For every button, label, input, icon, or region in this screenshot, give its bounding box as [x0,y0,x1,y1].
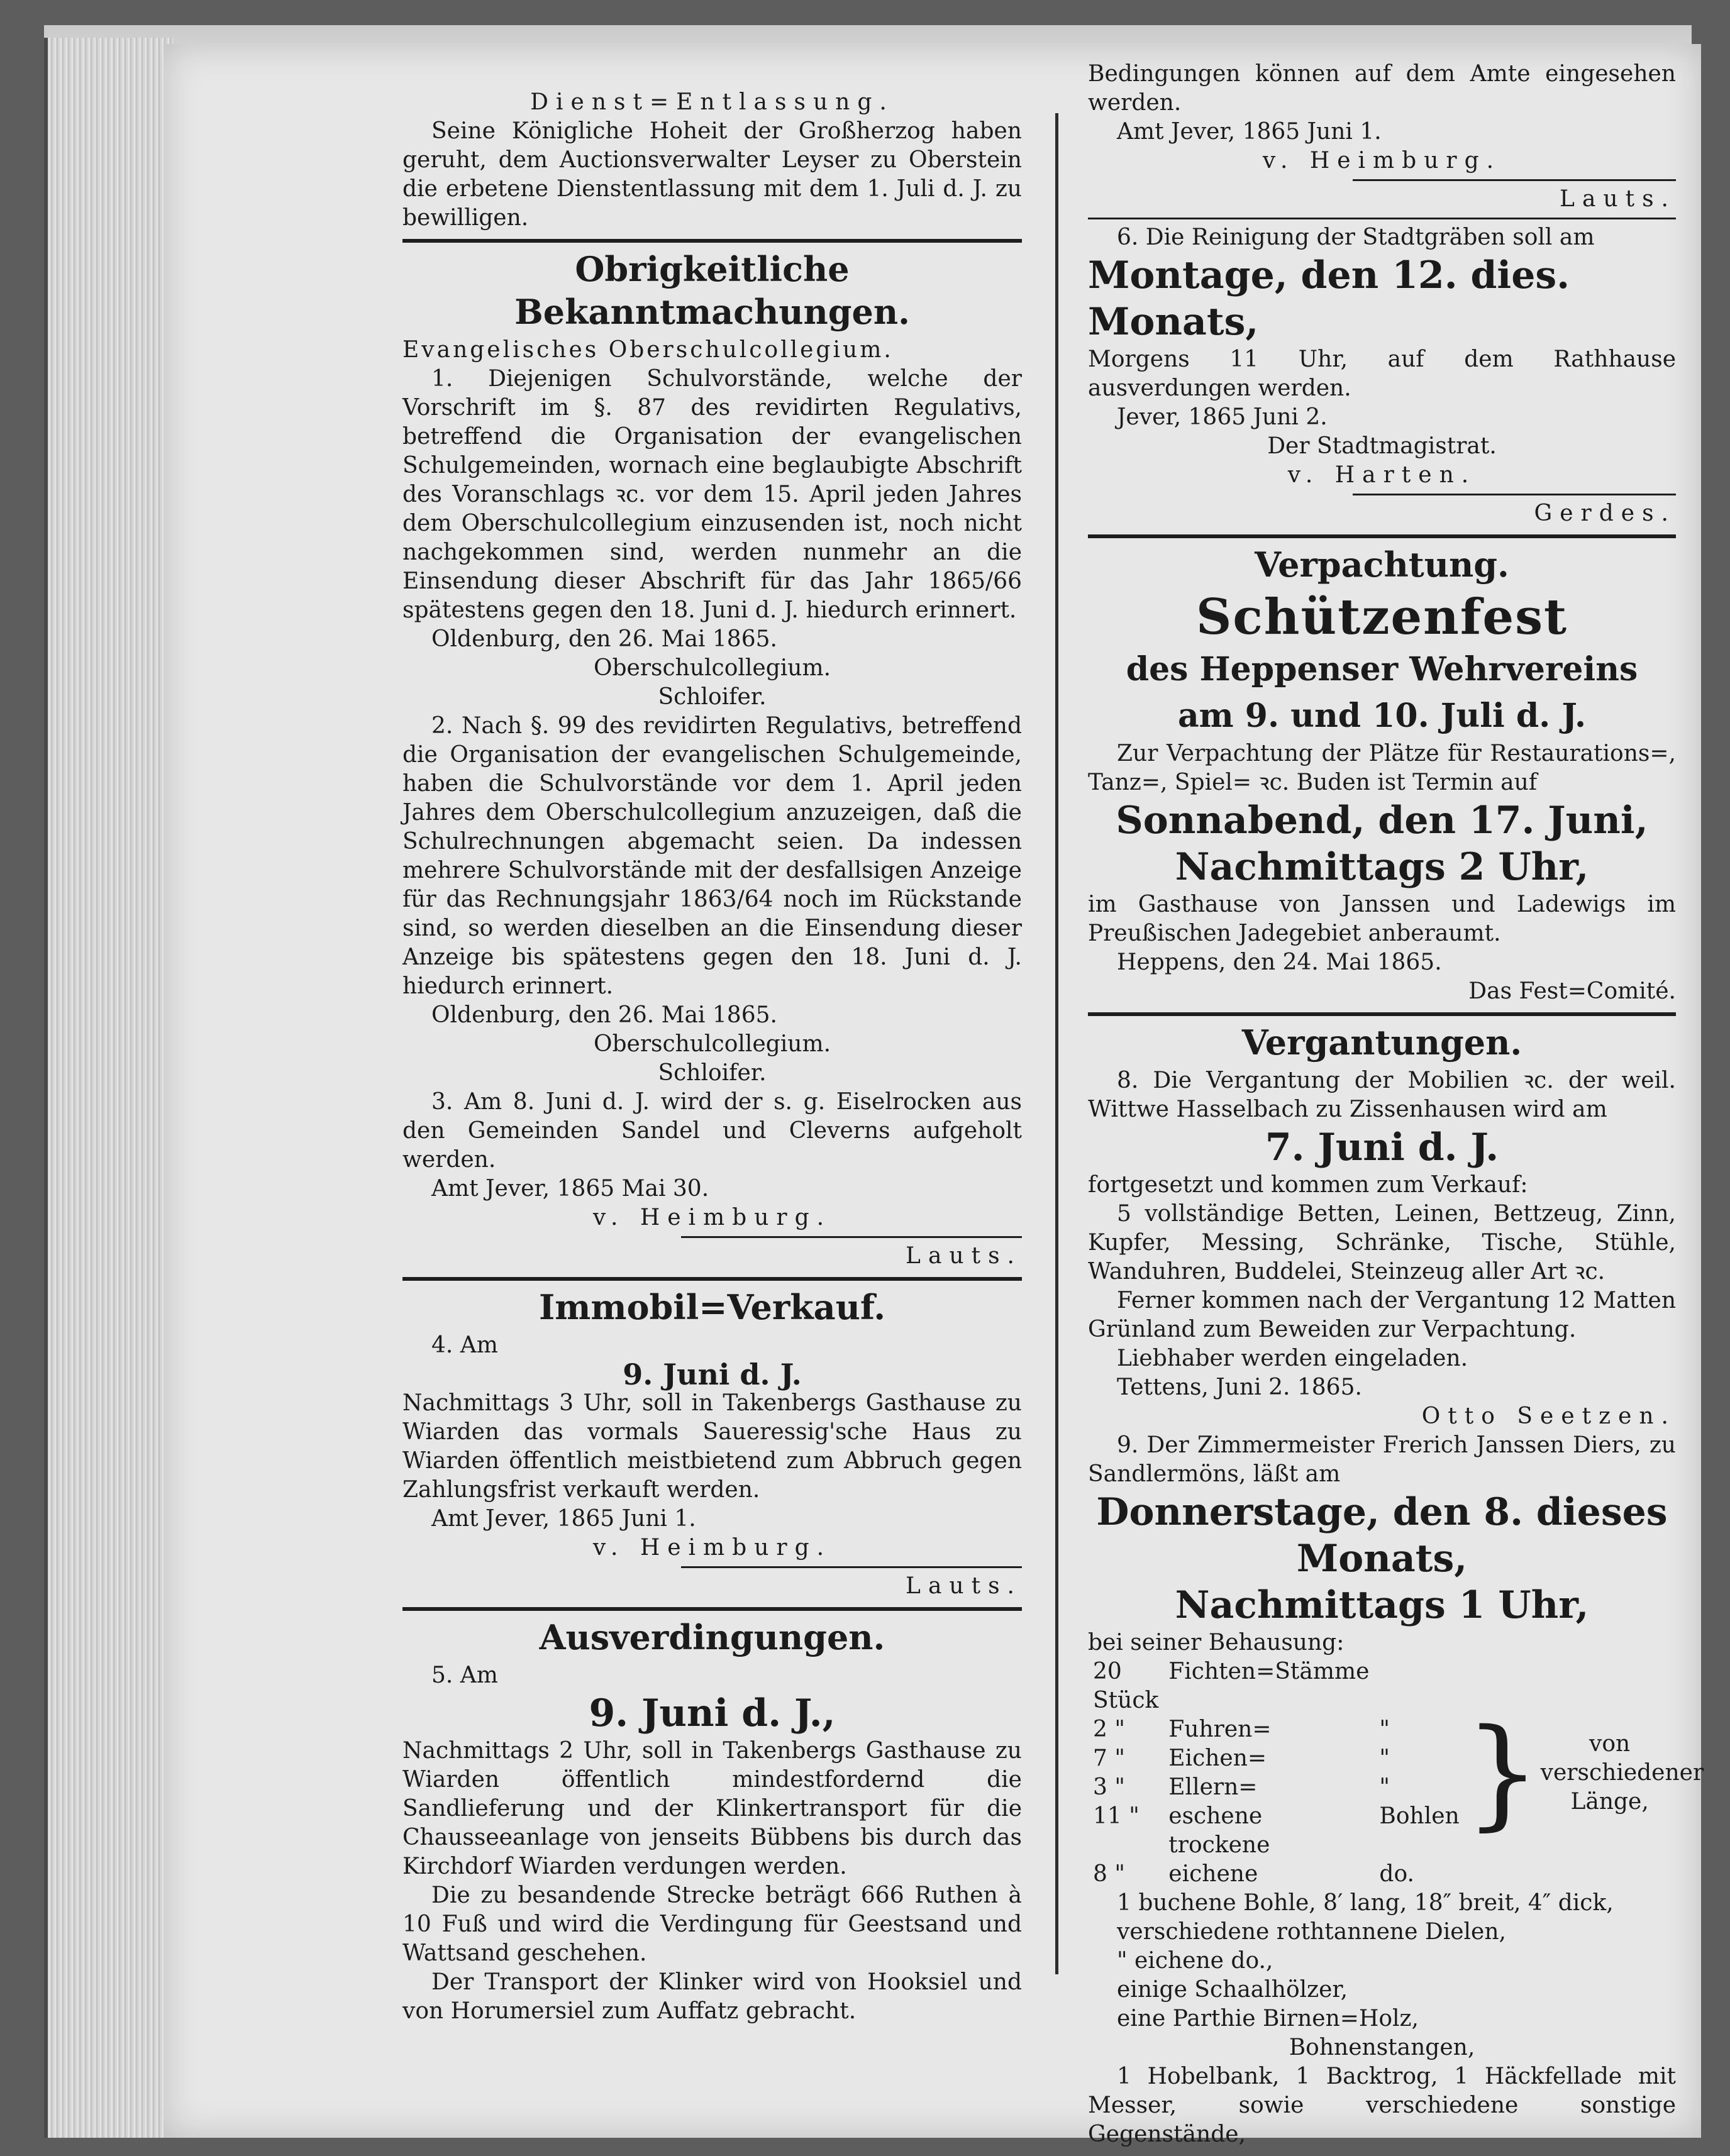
n9-day: Donnerstage, den 8. dieses Monats, [1096,1490,1668,1581]
wood-wood: Eichen= [1168,1745,1267,1771]
vergantungen-sign: Otto Seetzen. [1421,1403,1676,1429]
verpachtung-title: Schützenfest [1195,589,1568,646]
notice-2: 2. Nach §. 99 des revidirten Regulativs, betreffend die Organisation der evangelischen Schulgemeinde, haben die Schulvorstände vor dem 1. April jeden Jahres dem Oberschulcollegium anzuzeigen, daß die Schulrechnungen abgemacht seien. Da indessen mehrere Schulvorstände mit der desfallsigen Anzeige für das Rechnungsjahr 1863/64 noch im Rückstande sind, so werden dieselben an die Einsendung dieser Anzeige bis spätestens gegen den 18. Juni d. J. hiedurch erinnert. [402,713,1022,999]
vergantungen-heading: Vergantungen. [1241,1022,1522,1063]
cont-body: Bedingungen können auf dem Amte eingesehen werden. [1088,61,1676,116]
wood-qty: 2 " [1093,1717,1125,1742]
section-rule [1088,1012,1676,1016]
wood-kind: do. [1379,1861,1414,1887]
wood-wood: Fichten=Stämme [1168,1659,1370,1684]
wood-kind [1374,1657,1464,1715]
n6-body: Morgens 11 Uhr, auf dem Rathhause ausverdungen werden. [1088,346,1676,401]
wood-row [1088,1860,1465,1889]
dismissal-title: Dienst=Entlassung. [530,89,894,115]
extra-3: " eichene do., [1117,1948,1273,1974]
notice-1-date: Oldenburg, den 26. Mai 1865. [431,626,777,652]
verpachtung-body: Zur Verpachtung der Plätze für Restaurations=, Tanz=, Spiel= ꝛc. Buden ist Termin auf [1088,741,1676,795]
verpachtung-day: Sonnabend, den 17. Juni, [1116,799,1648,843]
notice-3: 3. Am 8. Juni d. J. wird der s. g. Eiselrocken aus den Gemeinden Sandel und Cleverns aufgeholt werden. [402,1089,1022,1173]
vergantungen-more: Ferner kommen nach der Vergantung 12 Matten Grünland zum Beweiden zur Verpachtung. [1088,1288,1676,1342]
notice-3-date: Amt Jever, 1865 Mai 30. [431,1176,709,1202]
wood-kind: " [1379,1774,1390,1800]
wood-row [1088,1802,1465,1860]
right-column [1088,60,1704,2149]
notice-2-sign: Schloifer. [658,1060,767,1086]
vergantungen-items: 5 vollständige Betten, Leinen, Bettzeug, Zinn, Kupfer, Messing, Schränke, Tische, Stühle, Wanduhren, Buddelei, Steinzeug aller Art ꝛc. [1088,1201,1676,1285]
extra-6: Bohnenstangen, [1289,2035,1475,2060]
extra-7: 1 Hobelbank, 1 Backtrog, 1 Häckfellade mit Messer, sowie verschiedene sonstige Gegenstände, [1088,2064,1676,2147]
book-page-edges [44,38,174,2138]
official-sub: Evangelisches Oberschulcollegium. [402,337,894,363]
notice-2-org: Oberschulcollegium. [593,1031,831,1057]
n9-time: Nachmittags 1 Uhr, [1175,1583,1589,1627]
notice-3-sign: v. Heimburg. [592,1205,832,1230]
verpachtung-sub: des Heppenser Wehrvereins [1126,650,1638,688]
vergantungen-invite: Liebhaber werden eingeladen. [1117,1346,1468,1371]
verpachtung-place: Heppens, den 24. Mai 1865. [1117,949,1442,975]
verpachtung-body2: im Gasthause von Janssen und Ladewigs im Preußischen Jadegebiet anberaumt. [1088,892,1676,946]
cont-place: Amt Jever, 1865 Juni 1. [1117,119,1382,145]
n9-intro: 9. Der Zimmermeister Frerich Janssen Diers, zu Sandlermöns, läßt am [1088,1432,1676,1487]
vergantungen-date: 7. Juni d. J. [1265,1125,1499,1169]
wood-kind: Bohlen [1379,1803,1460,1829]
verpachtung-heading: Verpachtung. [1255,545,1509,585]
section-rule [1088,534,1676,538]
ausverdingungen-body: Nachmittags 2 Uhr, soll in Takenbergs Gasthause zu Wiarden öffentlich mindestfordernd die Sandlieferung und der Klinkertransport für die Chausseeanlage von jenseits Bübbens bis durch das Kirchdorf Wiarden verdungen werden. [402,1738,1022,1879]
ausverdingungen-p3: Der Transport der Klinker wird von Hooksiel und von Horumersiel zum Auffatz gebracht. [402,1969,1022,2024]
wood-row [1088,1657,1465,1715]
wood-wood: Fuhren= [1168,1717,1272,1742]
section-rule [402,239,1022,243]
extra-2: verschiedene rothtannene Dielen, [1117,1919,1506,1945]
wood-qty: 3 " [1093,1774,1125,1800]
n6-place: Jever, 1865 Juni 2. [1117,404,1328,430]
ausverdingungen-p2: Die zu besandende Strecke beträgt 666 Ruthen à 10 Fuß und wird die Verdingung für Geestsand und Wattsand geschehen. [402,1882,1022,1966]
extra-1: 1 buchene Bohle, 8′ lang, 18″ breit, 4″ dick, [1117,1890,1614,1916]
ausverdingungen-date: 9. Juni d. J., [589,1691,836,1735]
wood-qty: 11 " [1093,1803,1139,1829]
vergantungen-place: Tettens, Juni 2. 1865. [1117,1374,1362,1400]
wood-wood: eichene [1168,1861,1258,1887]
section-rule [1088,218,1676,219]
left-column [402,88,1022,2026]
sign-rule [681,1236,1022,1238]
dismissal-body: Seine Königliche Hoheit der Großherzog haben geruht, dem Auctionsverwalter Leyser zu Oberstein die erbetene Dienstentlassung mit dem 1. Juli d. J. zu bewilligen. [402,118,1022,231]
notice-2-date: Oldenburg, den 26. Mai 1865. [431,1002,777,1028]
sign-rule [1353,179,1676,181]
immobil-sign: v. Heimburg. [592,1535,832,1561]
cont-sign: v. Heimburg. [1262,148,1502,174]
wood-table [1088,1657,1465,1889]
notice-3-clerk: Lauts. [906,1243,1022,1269]
wood-qty: 7 " [1093,1745,1125,1771]
n6-date: Montage, den 12. dies. Monats, [1088,253,1570,344]
official-heading: Obrigkeitliche Bekanntmachungen. [514,249,910,332]
section-rule [402,1277,1022,1281]
wood-list [1088,1657,1704,1889]
immobil-date: 9. Juni d. J. [623,1357,802,1391]
vergantungen-cont: fortgesetzt und kommen zum Verkauf: [1088,1172,1528,1198]
sign-rule [681,1566,1022,1568]
n6-intro: 6. Die Reinigung der Stadtgräben soll am [1117,224,1595,250]
n6-org: Der Stadtmagistrat. [1267,433,1497,459]
immobil-place: Amt Jever, 1865 Juni 1. [431,1506,696,1532]
wood-row [1088,1773,1465,1802]
notice-1-org: Oberschulcollegium. [593,655,831,681]
immobil-clerk: Lauts. [906,1573,1022,1599]
notice-1-sign: Schloifer. [658,684,767,710]
immobil-num: 4. Am [431,1332,498,1358]
wood-row [1088,1715,1465,1744]
wood-kind: " [1379,1745,1390,1771]
extra-4: einige Schaalhölzer, [1117,1977,1348,2003]
wood-wood: eschene trockene [1168,1803,1270,1858]
vergantungen-intro: 8. Die Vergantung der Mobilien ꝛc. der weil. Wittwe Hasselbach zu Zissenhausen wird am [1088,1068,1676,1122]
verpachtung-dates: am 9. und 10. Juli d. J. [1177,697,1587,735]
verpachtung-time: Nachmittags 2 Uhr, [1175,845,1589,889]
wood-qty: 20 Stück [1093,1659,1159,1713]
verpachtung-sign: Das Fest=Comité. [1468,978,1676,1004]
sign-rule [1353,494,1676,495]
wood-row [1088,1744,1465,1773]
wood-kind: " [1379,1717,1390,1742]
wood-qty: 8 " [1093,1861,1125,1887]
section-rule [402,1607,1022,1611]
cont-clerk: Lauts. [1560,186,1676,212]
brace-glyph: } [1464,1703,1541,1842]
ausverdingungen-num: 5. Am [431,1662,498,1688]
column-divider [1055,113,1058,1974]
immobil-heading: Immobil=Verkauf. [538,1287,886,1327]
notice-1: 1. Diejenigen Schulvorstände, welche der Vorschrift im §. 87 des revidirten Regulativs, betreffend die Organisation der evangelischen Schulgemeinden, wornach eine beglaubigte Abschrift des Voranschlags ꝛc. vor dem 15. April jeden Jahres dem Oberschulcollegium einzusenden ist, noch nicht nachgekommen sind, werden nunmehr an die Einsendung dieser Abschrift für das Jahr 1865/66 spätestens gegen den 18. Juni d. J. hiedurch erinnert. [402,366,1022,623]
extra-5: eine Parthie Birnen=Holz, [1117,2006,1419,2032]
wood-note: von verschiedener Länge, [1540,1731,1704,1815]
n6-clerk: Gerdes. [1534,500,1676,526]
ausverdingungen-heading: Ausverdingungen. [539,1617,885,1657]
immobil-body: Nachmittags 3 Uhr, soll in Takenbergs Gasthause zu Wiarden das vormals Saueressig'sche Haus zu Wiarden öffentlich meistbietend zum Abbruch gegen Zahlungsfrist verkauft werden. [402,1390,1022,1503]
wood-wood: Ellern= [1168,1774,1258,1800]
n9-where: bei seiner Behausung: [1088,1630,1345,1656]
n6-sign: v. Harten. [1287,462,1477,488]
